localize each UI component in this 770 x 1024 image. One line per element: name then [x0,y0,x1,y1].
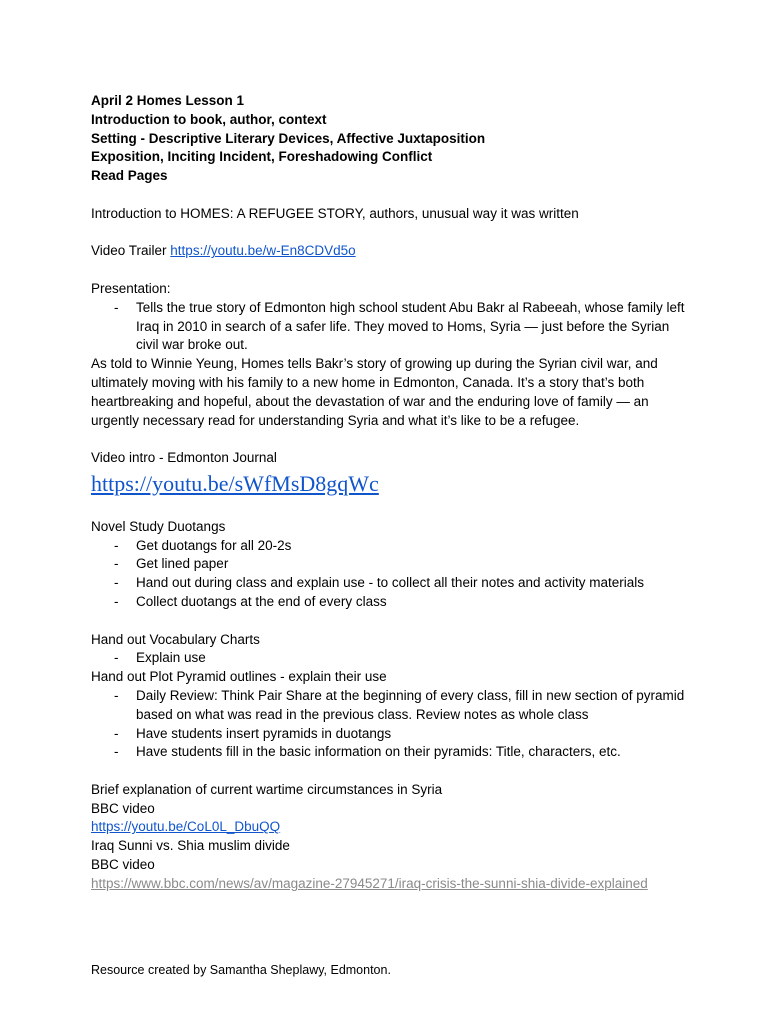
bullet-dash: - [114,650,119,666]
list-item [91,299,691,355]
bullet-dash: - [114,299,119,315]
footer-credit: Resource created by Samantha Sheplawy, Edmonton. [91,963,391,977]
lesson-topic-read-pages: Read Pages [91,168,168,184]
list-item [91,725,691,744]
iraq-divide-label: Iraq Sunni vs. Shia muslim divide [91,838,290,854]
video-intro-label: Video intro - Edmonton Journal [91,450,277,466]
list-item [91,743,691,762]
duotangs-list [91,537,691,612]
intro-text: Introduction to HOMES: A REFUGEE STORY, authors, unusual way it was written [91,205,579,221]
bullet-dash: - [114,575,119,591]
duotangs-label: Novel Study Duotangs [91,518,226,534]
lesson-topic-intro: Introduction to book, author, context [91,111,327,127]
duotangs-item-text: Collect duotangs at the end of every class [136,593,387,609]
pyramid-list [91,687,691,762]
presentation-paragraph: As told to Winnie Yeung, Homes tells Bakr’s story of growing up during the Syrian civil war, and ultimately moving with his family to a new home in Edmonton, Canada. It’s a story that’s both heartbreaking and hopeful, about the devastation of war and the enduring love of family — an urgently necessary read for understanding Syria and what it’s like to be a refugee. [91,356,658,428]
pyramid-label: Hand out Plot Pyramid outlines - explain their use [91,669,387,685]
list-item [91,555,691,574]
video-intro-link[interactable]: https://youtu.be/sWfMsD8gqWc [91,470,379,496]
bullet-dash: - [114,537,119,553]
list-item [91,574,691,593]
pyramid-item-text: Have students insert pyramids in duotangs [136,725,392,741]
list-item [91,537,691,556]
bullet-dash: - [114,593,119,609]
duotangs-item-text: Hand out during class and explain use - to collect all their notes and activity materials [136,575,645,591]
bullet-dash: - [114,556,119,572]
presentation-label: Presentation: [91,280,171,296]
bbc-video-label: BBC video [91,800,155,816]
pyramid-item-text: Daily Review: Think Pair Share at the beginning of every class, fill in new section of pyramid based on what was read in the previous class. Review notes as whole class [136,687,685,722]
lesson-topic-setting: Setting - Descriptive Literary Devices, Affective Juxtaposition [91,130,486,146]
lesson-topic-exposition: Exposition, Inciting Incident, Foreshadowing Conflict [91,149,433,165]
vocab-label: Hand out Vocabulary Charts [91,631,260,647]
bbc-video-link-youtube[interactable]: https://youtu.be/CoL0L_DbuQQ [91,819,281,835]
bbc-video-label-2: BBC video [91,857,155,873]
vocab-list [91,649,691,668]
list-item [91,649,691,668]
duotangs-item-text: Get duotangs for all 20-2s [136,537,292,553]
lesson-header [91,92,691,186]
bbc-news-link[interactable]: https://www.bbc.com/news/av/magazine-27945271/iraq-crisis-the-sunni-shia-divide-explained [91,875,648,891]
video-trailer-label: Video Trailer [91,243,171,259]
lesson-title: April 2 Homes Lesson 1 [91,93,245,108]
video-trailer-line [91,242,691,261]
presentation-bullet-text: Tells the true story of Edmonton high school student Abu Bakr al Rabeeah, whose family left Iraq in 2010 in search of a safer life. They moved to Homs, Syria — just before the Syrian civil war broke out. [136,299,685,353]
bullet-dash: - [114,687,119,703]
bullet-dash: - [114,725,119,741]
presentation-list [91,299,691,355]
bullet-dash: - [114,744,119,760]
duotangs-item-text: Get lined paper [136,556,229,572]
list-item [91,593,691,612]
document-body [91,92,691,894]
vocab-item-text: Explain use [136,650,206,666]
pyramid-item-text: Have students fill in the basic information on their pyramids: Title, characters, etc. [136,744,621,760]
video-trailer-link[interactable]: https://youtu.be/w-En8CDVd5o [170,243,356,259]
list-item [91,687,691,725]
wartime-label: Brief explanation of current wartime circumstances in Syria [91,781,443,797]
